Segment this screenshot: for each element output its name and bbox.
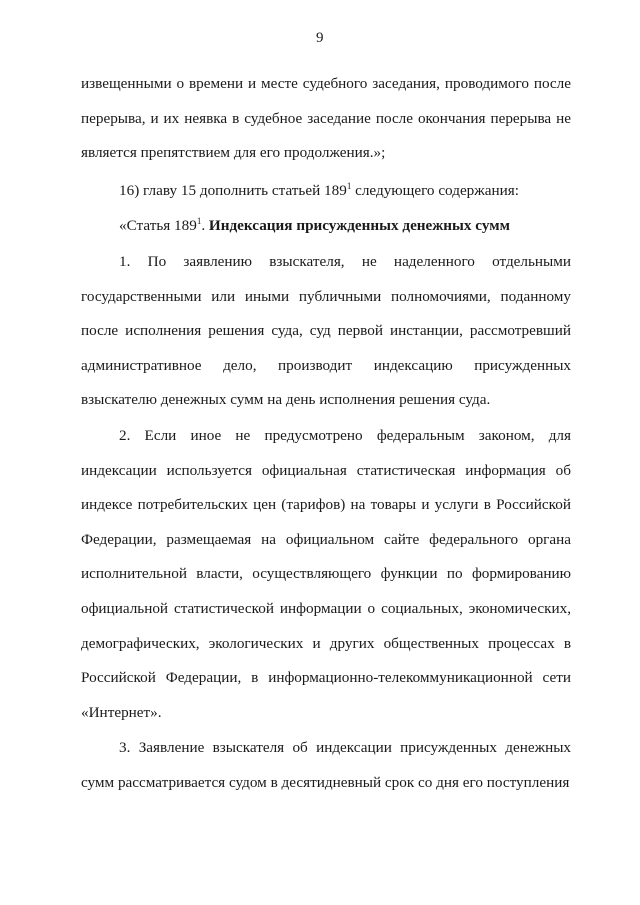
paragraph-continuation: извещенными о времени и месте судебного заседания, проводимого после перерыва, и их неявка в судебное заседание после окончания перерыва не является препятствием для его продолжения.»; — [81, 75, 571, 162]
paragraph-clause-1: 1. По заявлению взыскателя, не наделенного отдельными государственными или иными публичными полномочиями, поданному после исполнения решения суда, суд первой инстанции, рассмотревший административное дело, производит индексацию присужденных взыскателю денежных сумм на день исполнения решения суда. — [81, 252, 571, 409]
document-body — [81, 67, 571, 800]
paragraph-clause-3: 3. Заявление взыскателя об индексации присужденных денежных сумм рассматривается судом в десятидневный срок со дня его поступления — [81, 739, 571, 791]
article-heading-superscript: 1 — [196, 216, 202, 227]
amendment-superscript: 1 — [346, 180, 352, 191]
paragraph-amendment-16 — [81, 174, 571, 209]
article-heading-prefix: «Статья 189 — [119, 217, 197, 235]
amendment-text-suffix: следующего содержания: — [351, 181, 519, 199]
paragraph-clause-2: 2. Если иное не предусмотрено федеральным законом, для индексации используется официальная статистическая информация об индексе потребительских цен (тарифов) на товары и услуги в Российской Федерации, размещаемая на официальном сайте федерального органа исполнительной власти, осуществляющего функции по формированию официальной статистической информации о социальных, экономических, демографических, экологических и других общественных процессах в Российской Федерации, в информационно-телекоммуникационной сети «Интернет». — [81, 426, 571, 721]
amendment-text-prefix: 16) главу 15 дополнить статьей 189 — [119, 181, 347, 199]
article-heading — [81, 209, 571, 244]
article-heading-dot: . — [201, 217, 209, 235]
article-title: Индексация присужденных денежных сумм — [208, 217, 510, 235]
page-number: 9 — [316, 30, 324, 46]
